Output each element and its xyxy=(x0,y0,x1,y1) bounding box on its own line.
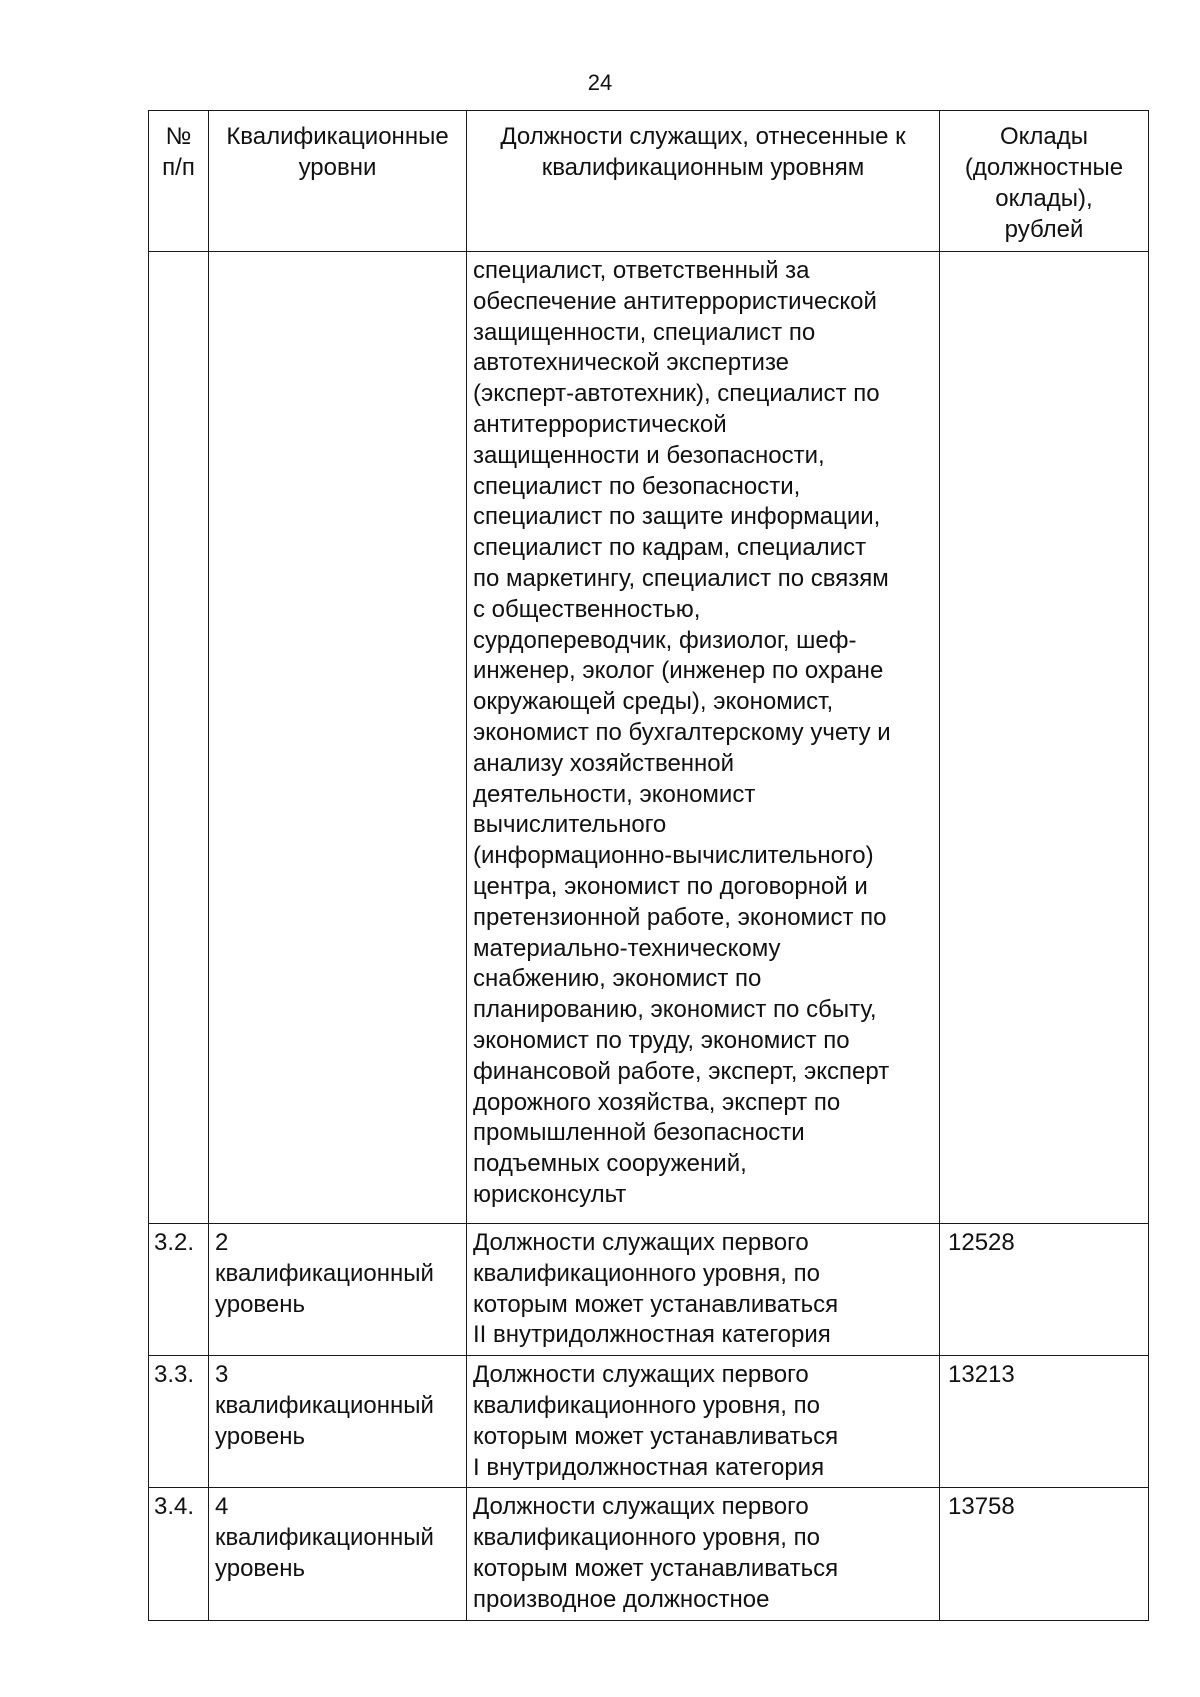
positions-line: сурдопереводчик, физиолог, шеф- xyxy=(473,626,857,654)
level-line: уровень xyxy=(215,1422,306,1450)
header-positions xyxy=(467,111,940,252)
positions-line: экономист по труду, экономист по xyxy=(473,1026,850,1054)
header-text-line: (должностные xyxy=(964,154,1124,181)
positions-line: специалист по кадрам, специалист xyxy=(473,534,867,562)
header-text-line: Оклады xyxy=(999,123,1089,150)
salary-cell-empty xyxy=(940,252,1149,1224)
salary-value: 13758 xyxy=(940,1488,1149,1620)
positions-line: планированию, экономист по сбыту, xyxy=(473,996,877,1024)
level-line: 4 xyxy=(215,1493,229,1521)
header-text-line: п/п xyxy=(162,154,195,181)
positions-line: материально-техническому xyxy=(473,934,781,962)
positions-line: центра, экономист по договорной и xyxy=(473,872,868,900)
number-cell-empty xyxy=(149,252,209,1224)
positions-line: снабжению, экономист по xyxy=(473,965,762,993)
header-salary xyxy=(940,111,1149,252)
positions-line: с общественностью, xyxy=(473,595,701,623)
positions-line: вычислительного xyxy=(473,811,667,839)
positions-line: деятельности, экономист xyxy=(473,780,756,808)
header-text-line: Должности служащих, отнесенные к xyxy=(500,123,906,150)
positions-line: которым может устанавливаться xyxy=(473,1554,839,1582)
level-cell-empty xyxy=(209,252,467,1224)
header-text-line: оклады), xyxy=(995,185,1093,212)
table-row-continued xyxy=(149,252,1149,1224)
level-line: 2 xyxy=(215,1229,229,1256)
level-line: квалификационный xyxy=(215,1524,434,1552)
level-line: уровень xyxy=(215,1554,306,1582)
qualification-level-cell xyxy=(209,1356,467,1488)
level-line: квалификационный xyxy=(215,1259,434,1287)
positions-line: дорожного хозяйства, эксперт по xyxy=(473,1088,841,1116)
positions-line: защищенности и безопасности, xyxy=(473,441,825,469)
salary-value: 13213 xyxy=(940,1356,1149,1488)
positions-line: по маркетингу, специалист по связям xyxy=(473,564,889,592)
positions-line: юрисконсульт xyxy=(473,1180,627,1208)
positions-line: (эксперт-автотехник), специалист по xyxy=(473,380,880,408)
positions-line: II внутридолжностная категория xyxy=(473,1321,831,1349)
row-number: 3.2. xyxy=(149,1224,209,1356)
qualification-level-cell xyxy=(209,1488,467,1620)
positions-line: квалификационного уровня, по xyxy=(473,1259,820,1287)
positions-cell xyxy=(467,1224,940,1356)
table-header-row xyxy=(149,111,1149,252)
header-number xyxy=(149,111,209,252)
positions-line: I внутридолжностная категория xyxy=(473,1453,825,1481)
level-line: уровень xyxy=(215,1290,306,1318)
page-number: 24 xyxy=(587,70,613,95)
positions-line: инженер, эколог (инженер по охране xyxy=(473,657,884,685)
positions-line: Должности служащих первого xyxy=(473,1361,809,1389)
level-line: квалификационный xyxy=(215,1391,434,1419)
positions-line: финансовой работе, эксперт, эксперт xyxy=(473,1057,890,1085)
positions-line: Должности служащих первого xyxy=(473,1229,809,1256)
positions-line: которым может устанавливаться xyxy=(473,1422,839,1450)
positions-line: которым может устанавливаться xyxy=(473,1290,839,1318)
positions-continued-cell xyxy=(467,252,940,1224)
qualification-level-cell xyxy=(209,1224,467,1356)
positions-line: окружающей среды), экономист, xyxy=(473,688,834,716)
positions-line: автотехнической экспертизе xyxy=(473,349,790,377)
positions-line: претензионной работе, экономист по xyxy=(473,903,887,931)
positions-line: промышленной безопасности xyxy=(473,1119,805,1147)
header-text-line: рублей xyxy=(1004,216,1084,243)
salary-value: 12528 xyxy=(940,1224,1149,1356)
positions-line: защищенности, специалист по xyxy=(473,318,816,346)
positions-line: квалификационного уровня, по xyxy=(473,1391,820,1419)
positions-line: специалист по защите информации, xyxy=(473,503,881,531)
row-number: 3.3. xyxy=(149,1356,209,1488)
positions-cell xyxy=(467,1488,940,1620)
header-text-line: Квалификационные xyxy=(226,123,449,150)
row-number: 3.4. xyxy=(149,1488,209,1620)
positions-line: специалист, ответственный за xyxy=(473,257,810,284)
table-row xyxy=(149,1356,1149,1488)
positions-line: обеспечение антитеррористической xyxy=(473,287,877,315)
positions-cell xyxy=(467,1356,940,1488)
positions-line: производное должностное xyxy=(473,1585,770,1613)
table-row xyxy=(149,1224,1149,1356)
positions-line: подъемных сооружений, xyxy=(473,1150,747,1178)
positions-line: анализу хозяйственной xyxy=(473,749,735,777)
positions-line: экономист по бухгалтерскому учету и xyxy=(473,718,891,746)
level-line: 3 xyxy=(215,1361,229,1389)
table-row xyxy=(149,1488,1149,1620)
header-text-line: № xyxy=(165,123,192,150)
salary-table xyxy=(148,110,1149,1621)
header-text-line: уровни xyxy=(298,154,377,181)
header-qualification-levels xyxy=(209,111,467,252)
header-text-line: квалификационным уровням xyxy=(541,154,865,181)
positions-line: специалист по безопасности, xyxy=(473,472,801,500)
positions-line: квалификационного уровня, по xyxy=(473,1524,820,1552)
positions-line: (информационно-вычислительного) xyxy=(473,842,874,870)
positions-line: антитеррористической xyxy=(473,410,727,438)
positions-line: Должности служащих первого xyxy=(473,1493,809,1521)
